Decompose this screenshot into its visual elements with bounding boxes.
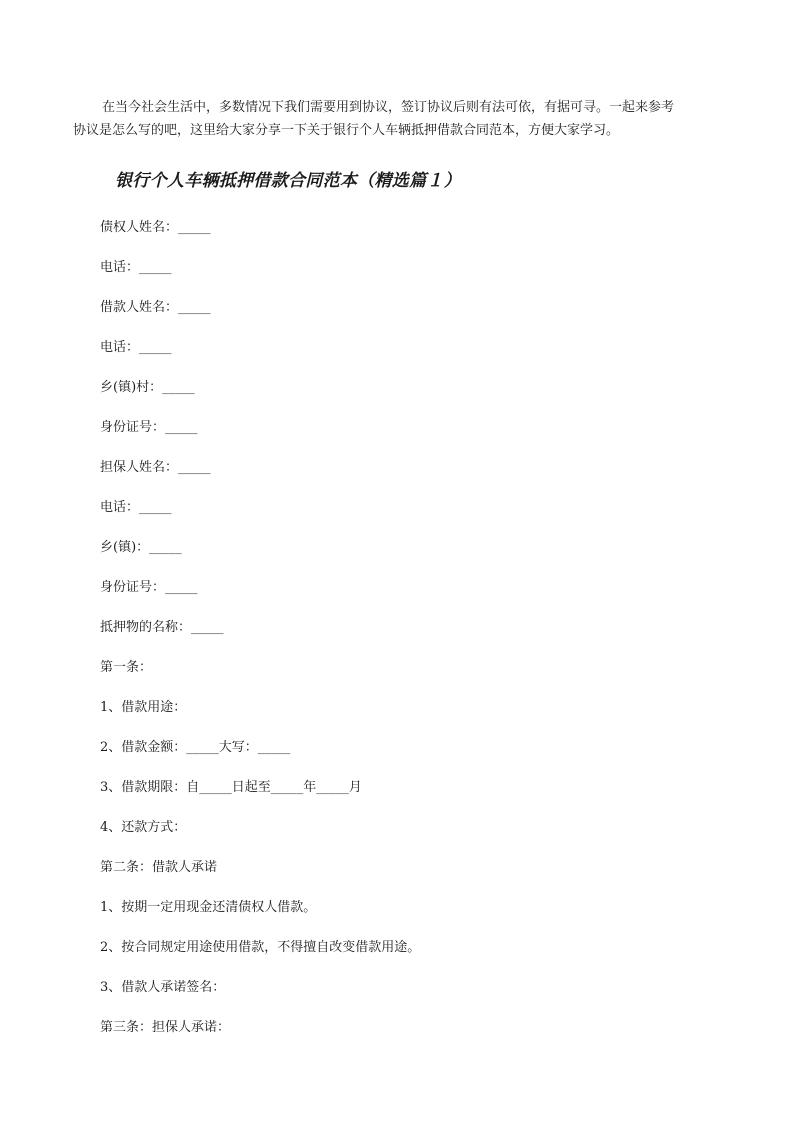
borrower-phone-field: 电话：_____ [100,340,172,355]
borrower-name-field: 借款人姓名：_____ [100,300,211,315]
borrower-signature-item: 3、借款人承诺签名： [100,980,226,995]
article-2-heading: 第二条：借款人承诺 [100,860,218,875]
creditor-phone-field: 电话：_____ [100,260,172,275]
intro-line-1: 在当今社会生活中，多数情况下我们需要用到协议，签订协议后则有法可依，有据可寻。一起来参考 [102,100,675,115]
creditor-name-field: 债权人姓名：_____ [100,220,211,235]
repayment-method-item: 4、还款方式： [100,820,187,835]
guarantor-name-field: 担保人姓名：_____ [100,460,211,475]
borrower-promise-1: 1、按期一定用现金还清债权人借款。 [100,900,317,915]
document-title: 银行个人车辆抵押借款合同范本（精选篇１） [115,171,461,191]
intro-paragraph [73,96,730,142]
loan-purpose-item: 1、借款用途： [100,700,187,715]
guarantor-id-field: 身份证号：_____ [100,580,198,595]
article-1-heading: 第一条： [100,660,153,675]
borrower-id-field: 身份证号：_____ [100,420,198,435]
loan-term-item: 3、借款期限：自_____日起至_____年_____月 [100,780,362,795]
guarantor-town-field: 乡(镇)：_____ [100,540,182,555]
borrower-village-field: 乡(镇)村：_____ [100,380,195,395]
guarantor-phone-field: 电话：_____ [100,500,172,515]
borrower-promise-2: 2、按合同规定用途使用借款，不得擅自改变借款用途。 [100,940,421,955]
contract-fields [100,216,700,1056]
intro-line-2: 协议是怎么写的吧，这里给大家分享一下关于银行个人车辆抵押借款合同范本，方便大家学习。 [73,123,620,138]
article-3-heading: 第三条：担保人承诺： [100,1020,231,1035]
collateral-name-field: 抵押物的名称：_____ [100,620,224,635]
loan-amount-item: 2、借款金额：_____大写：_____ [100,740,291,755]
